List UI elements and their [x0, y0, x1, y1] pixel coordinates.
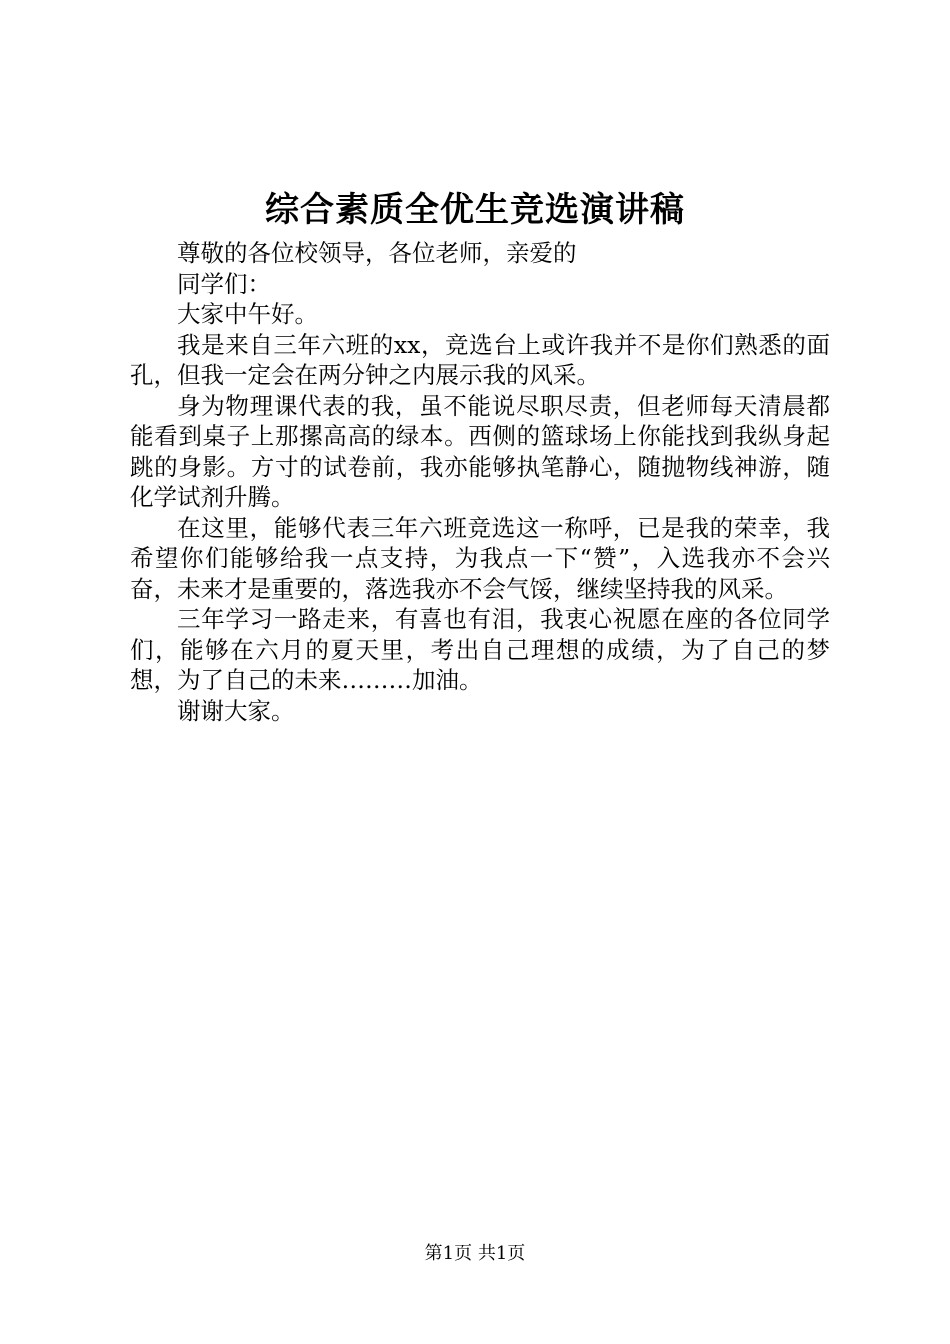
paragraph-wishes: 三年学习一路走来，有喜也有泪，我衷心祝愿在座的各位同学们，能够在六月的夏天里，考出自己理想的成绩，为了自己的梦想，为了自己的未来………加油。	[130, 605, 830, 694]
paragraph-salutation-cont: 同学们：	[177, 269, 271, 298]
page-footer: 第1页 共1页	[424, 1243, 526, 1264]
paragraph-thanks: 谢谢大家。	[177, 696, 295, 725]
paragraph-greeting: 大家中午好。	[177, 300, 318, 328]
paragraph-campaign: 在这里，能够代表三年六班竞选这一称呼，已是我的荣幸，我希望你们能够给我一点支持，为我点一下“赞”，入选我亦不会兴奋，未来才是重要的，落选我亦不会气馁，继续坚持我的风采。	[130, 513, 830, 603]
document-body	[130, 238, 830, 726]
paragraph-salutation: 尊敬的各位校领导，各位老师，亲爱的	[177, 239, 577, 267]
document-title: 综合素质全优生竞选演讲稿	[265, 190, 685, 230]
paragraph-intro: 我是来自三年六班的xx，竞选台上或许我并不是你们熟悉的面孔，但我一定会在两分钟之内展示我的风采。	[130, 330, 830, 389]
paragraph-self-description: 身为物理课代表的我，虽不能说尽职尽责，但老师每天清晨都能看到桌子上那摞高高的绿本。西侧的篮球场上你能找到我纵身起跳的身影。方寸的试卷前，我亦能够执笔静心，随抛物线神游，随化学试剂升腾。	[130, 391, 830, 511]
